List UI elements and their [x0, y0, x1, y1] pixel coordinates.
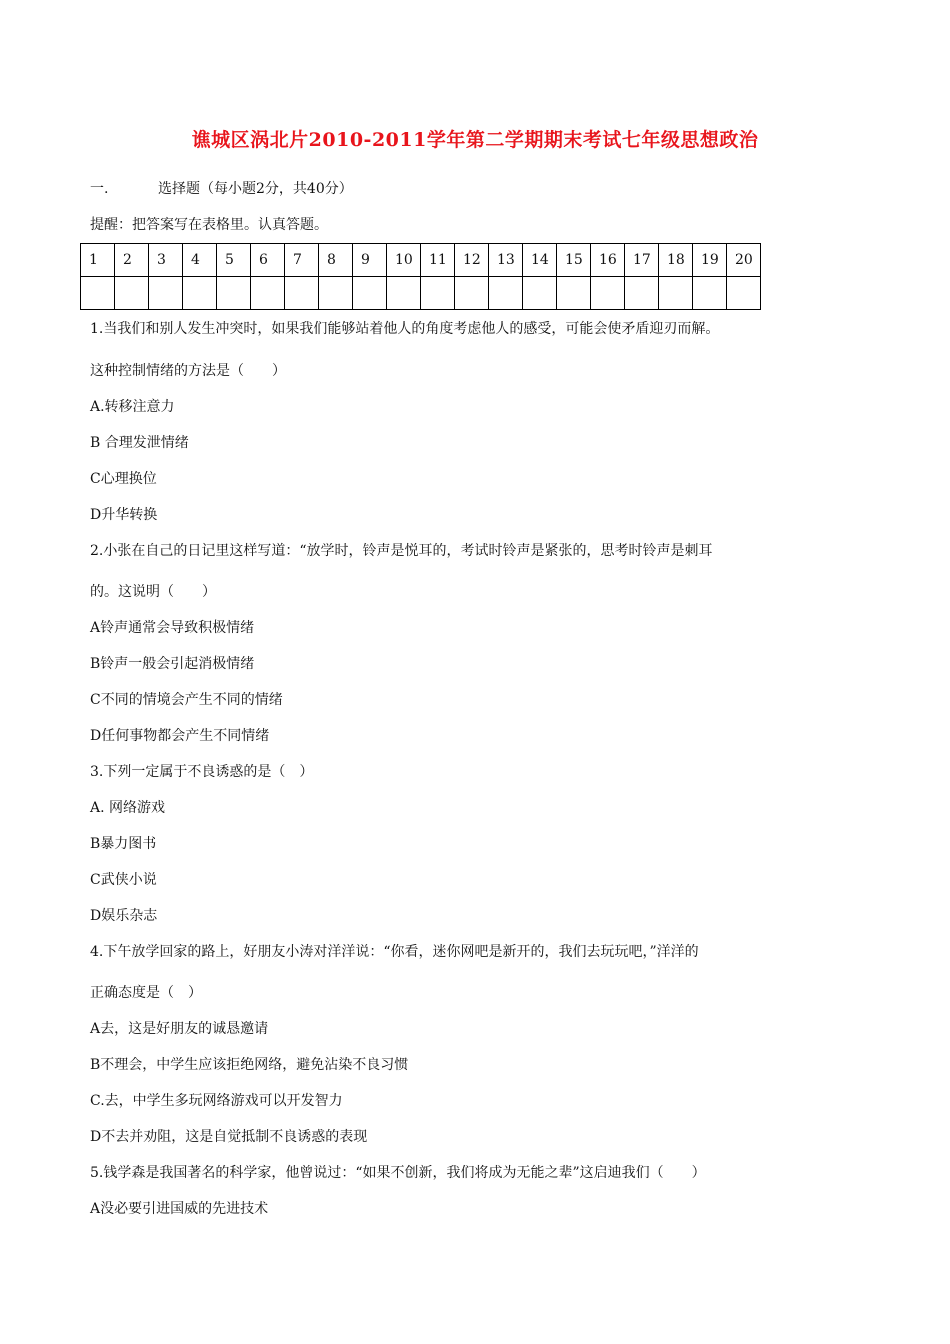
- grid-number-cell: 8: [319, 244, 353, 277]
- grid-number-cell: 13: [489, 244, 523, 277]
- answer-cell[interactable]: [183, 277, 217, 310]
- answer-cell[interactable]: [149, 277, 183, 310]
- answer-cell[interactable]: [251, 277, 285, 310]
- answer-grid-number-row: [81, 244, 761, 277]
- answer-cell[interactable]: [115, 277, 149, 310]
- grid-number-cell: 6: [251, 244, 285, 277]
- reminder-text: 提醒：把答案写在表格里。认真答题。: [90, 217, 328, 233]
- answer-cell[interactable]: [81, 277, 115, 310]
- question-5-option-a: A没必要引进国威的先进技术: [90, 1201, 269, 1217]
- grid-number-cell: 7: [285, 244, 319, 277]
- question-2-option-a: A铃声通常会导致积极情绪: [90, 620, 255, 636]
- question-4-option-d: D不去并劝阻，这是自觉抵制不良诱惑的表现: [90, 1129, 368, 1145]
- section-number: 一.: [90, 181, 109, 197]
- question-4-option-a: A去，这是好朋友的诚恳邀请: [90, 1021, 269, 1037]
- grid-number-cell: 20: [727, 244, 761, 277]
- question-4-option-b: B不理会，中学生应该拒绝网络，避免沾染不良习惯: [90, 1057, 409, 1073]
- grid-number-cell: 10: [387, 244, 421, 277]
- question-3-option-d: D娱乐杂志: [90, 908, 158, 924]
- question-3-option-b: B暴力图书: [90, 836, 157, 852]
- answer-cell[interactable]: [591, 277, 625, 310]
- grid-number-cell: 16: [591, 244, 625, 277]
- grid-number-cell: 3: [149, 244, 183, 277]
- answer-cell[interactable]: [659, 277, 693, 310]
- question-2-option-c: C不同的情境会产生不同的情绪: [90, 692, 283, 708]
- question-1-option-d: D升华转换: [90, 507, 158, 523]
- question-2-stem: 2.小张在自己的日记里这样写道：“放学时，铃声是悦耳的，考试时铃声是紧张的，思考时铃声是刺耳: [90, 543, 713, 559]
- grid-number-cell: 5: [217, 244, 251, 277]
- grid-number-cell: 1: [81, 244, 115, 277]
- question-4-stem-cont: 正确态度是（ ）: [90, 985, 202, 1001]
- question-2-option-d: D任何事物都会产生不同情绪: [90, 728, 270, 744]
- answer-cell[interactable]: [285, 277, 319, 310]
- question-4-stem: 4.下午放学回家的路上，好朋友小涛对洋洋说：“你看，迷你网吧是新开的，我们去玩玩吧，”洋洋的: [90, 944, 699, 960]
- grid-number-cell: 15: [557, 244, 591, 277]
- question-2-option-b: B铃声一般会引起消极情绪: [90, 656, 255, 672]
- answer-cell[interactable]: [217, 277, 251, 310]
- page-title: 谯城区涡北片2010-2011学年第二学期期末考试七年级思想政治: [191, 129, 759, 151]
- question-1-option-b: B 合理发泄情绪: [90, 435, 189, 451]
- question-1-stem-cont: 这种控制情绪的方法是（ ）: [90, 363, 286, 379]
- grid-number-cell: 19: [693, 244, 727, 277]
- answer-grid: [80, 243, 761, 310]
- question-3-option-c: C武侠小说: [90, 872, 157, 888]
- question-3-stem: 3.下列一定属于不良诱惑的是（ ）: [90, 764, 314, 780]
- grid-number-cell: 9: [353, 244, 387, 277]
- answer-cell[interactable]: [693, 277, 727, 310]
- answer-cell[interactable]: [523, 277, 557, 310]
- section-heading: [90, 178, 353, 198]
- answer-cell[interactable]: [727, 277, 761, 310]
- answer-cell[interactable]: [353, 277, 387, 310]
- question-2-stem-cont: 的。这说明（ ）: [90, 584, 216, 600]
- question-5-stem: 5.钱学森是我国著名的科学家，他曾说过：“如果不创新，我们将成为无能之辈”这启迪我们（ ）: [90, 1165, 706, 1181]
- grid-number-cell: 11: [421, 244, 455, 277]
- question-1-stem: 1.当我们和别人发生冲突时，如果我们能够站着他人的角度考虑他人的感受，可能会使矛盾迎刃而解。: [90, 321, 720, 337]
- question-3-option-a: A. 网络游戏: [90, 800, 166, 816]
- answer-cell[interactable]: [489, 277, 523, 310]
- answer-cell[interactable]: [319, 277, 353, 310]
- answer-cell[interactable]: [387, 277, 421, 310]
- question-1-option-c: C心理换位: [90, 471, 157, 487]
- answer-cell[interactable]: [557, 277, 591, 310]
- grid-number-cell: 4: [183, 244, 217, 277]
- grid-number-cell: 18: [659, 244, 693, 277]
- question-1-option-a: A.转移注意力: [90, 399, 175, 415]
- section-heading-text: 选择题（每小题2分，共40分）: [158, 181, 353, 197]
- answer-cell[interactable]: [455, 277, 489, 310]
- grid-number-cell: 2: [115, 244, 149, 277]
- grid-number-cell: 17: [625, 244, 659, 277]
- answer-cell[interactable]: [421, 277, 455, 310]
- grid-number-cell: 12: [455, 244, 489, 277]
- answer-grid-answer-row: [81, 277, 761, 310]
- grid-number-cell: 14: [523, 244, 557, 277]
- answer-cell[interactable]: [625, 277, 659, 310]
- question-4-option-c: C.去，中学生多玩网络游戏可以开发智力: [90, 1093, 343, 1109]
